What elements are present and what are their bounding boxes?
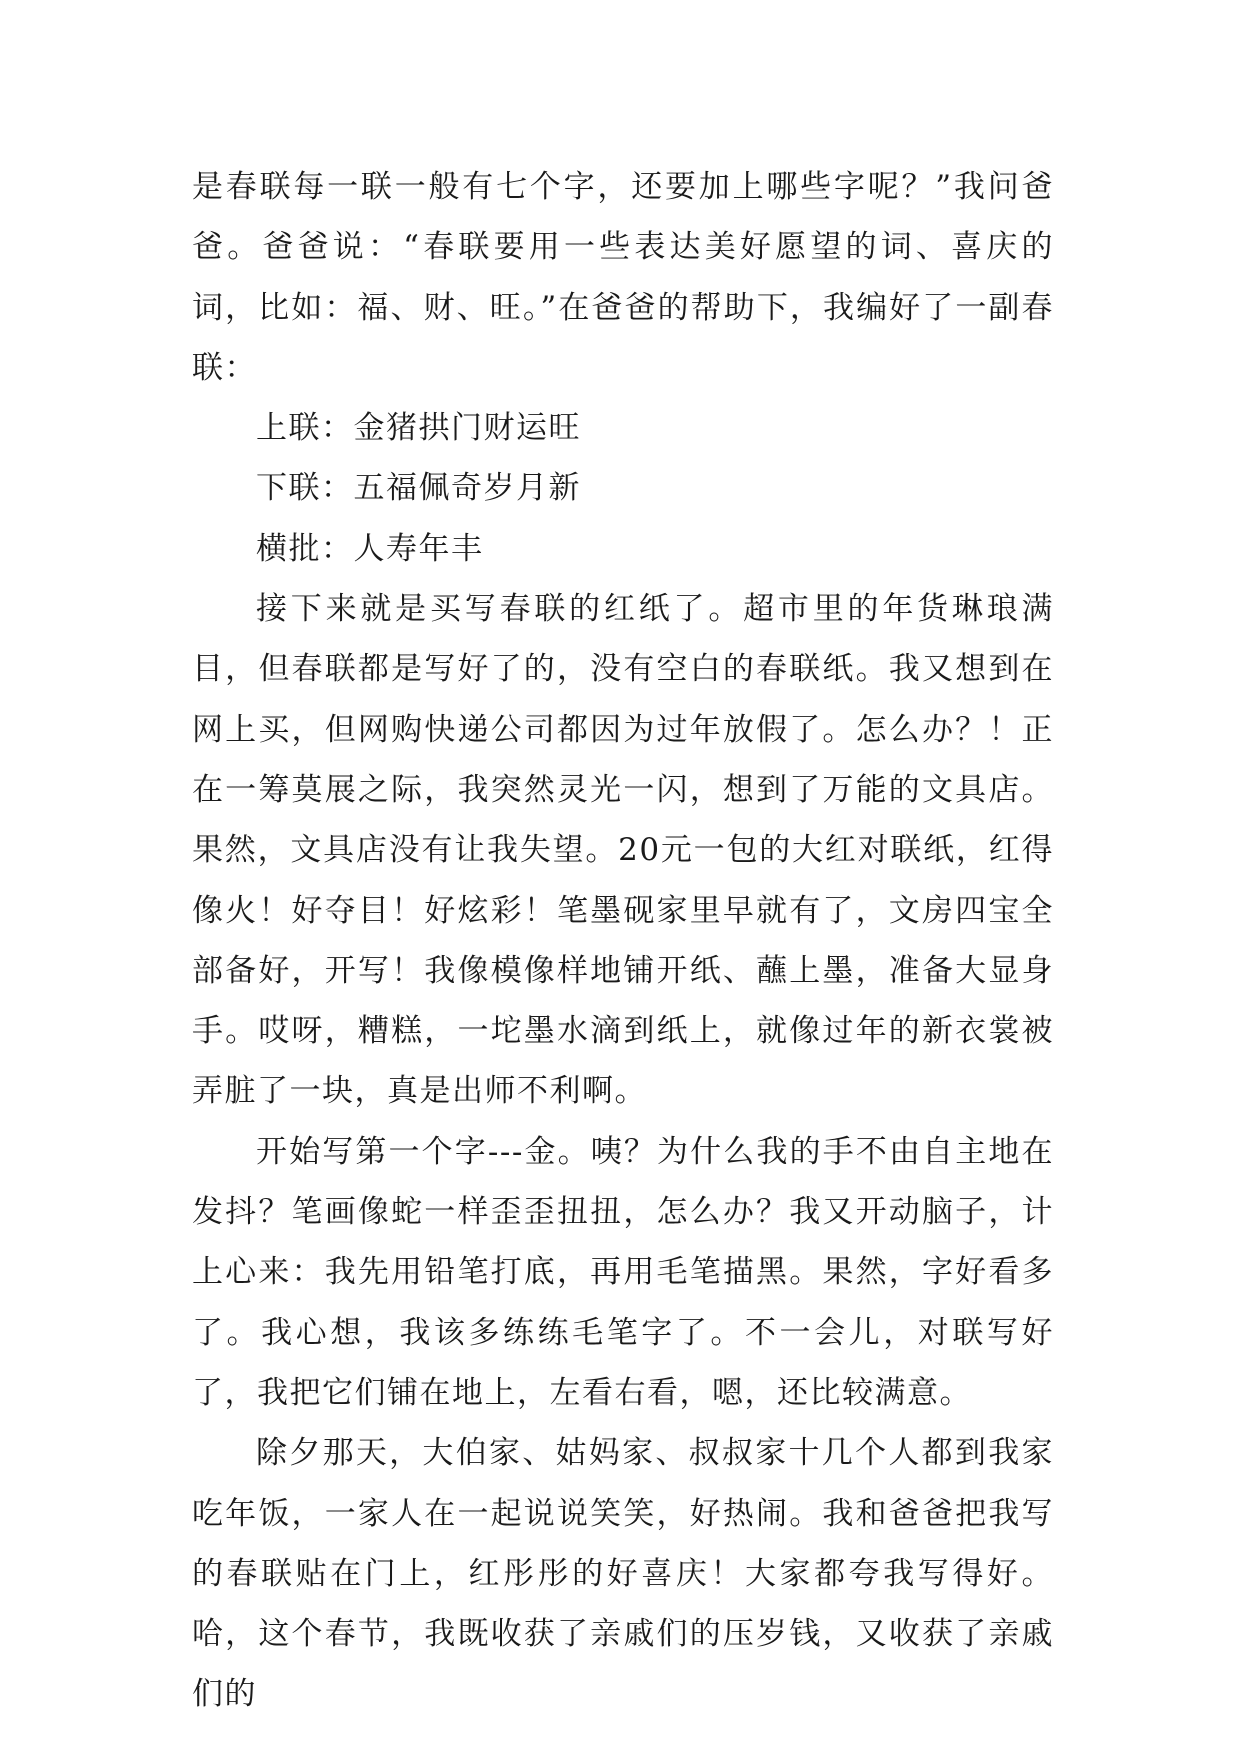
paragraph-writing: 开始写第一个字---金。咦？为什么我的手不由自主地在发抖？笔画像蛇一样歪歪扭扭，怎么办？我又开动脑子，计上心来：我先用铅笔打底，再用毛笔描黑。果然，字好看多了。我心想，我该多练练毛笔字了。不一会儿，对联写好了，我把它们铺在地上，左看右看，嗯，还比较满意。 [192, 1133, 1054, 1411]
paragraph-continuation: 是春联每一联一般有七个字，还要加上哪些字呢？”我问爸爸。爸爸说：“春联要用一些表达美好愿望的词、喜庆的词，比如：福、财、旺。”在爸爸的帮助下，我编好了一副春联： [192, 169, 1054, 386]
couplet-lower-line: 下联：五福佩奇岁月新 [256, 470, 581, 507]
paragraph-buying-paper: 接下来就是买写春联的红纸了。超市里的年货琳琅满目，但春联都是写好了的，没有空白的春联纸。我又想到在网上买，但网购快递公司都因为过年放假了。怎么办？！正在一筹莫展之际，我突然灵光一闪，想到了万能的文具店。果然，文具店没有让我失望。20元一包的大红对联纸，红得像火！好夺目！好炫彩！笔墨砚家里早就有了，文房四宝全部备好，开写！我像模像样地铺开纸、蘸上墨，准备大显身手。哎呀，糟糕，一坨墨水滴到纸上，就像过年的新衣裳被弄脏了一块，真是出师不利啊。 [192, 591, 1054, 1110]
couplet-upper-line: 上联：金猪拱门财运旺 [256, 410, 581, 447]
paragraph-new-year-eve: 除夕那天，大伯家、姑妈家、叔叔家十几个人都到我家吃年饭，一家人在一起说说笑笑，好热闹。我和爸爸把我写的春联贴在门上，红彤彤的好喜庆！大家都夸我写得好。哈，这个春节，我既收获了亲戚们的压岁钱，又收获了亲戚们的 [192, 1435, 1054, 1713]
couplet-horizontal-scroll: 横批：人寿年丰 [256, 530, 484, 567]
document-page [192, 157, 1054, 1725]
